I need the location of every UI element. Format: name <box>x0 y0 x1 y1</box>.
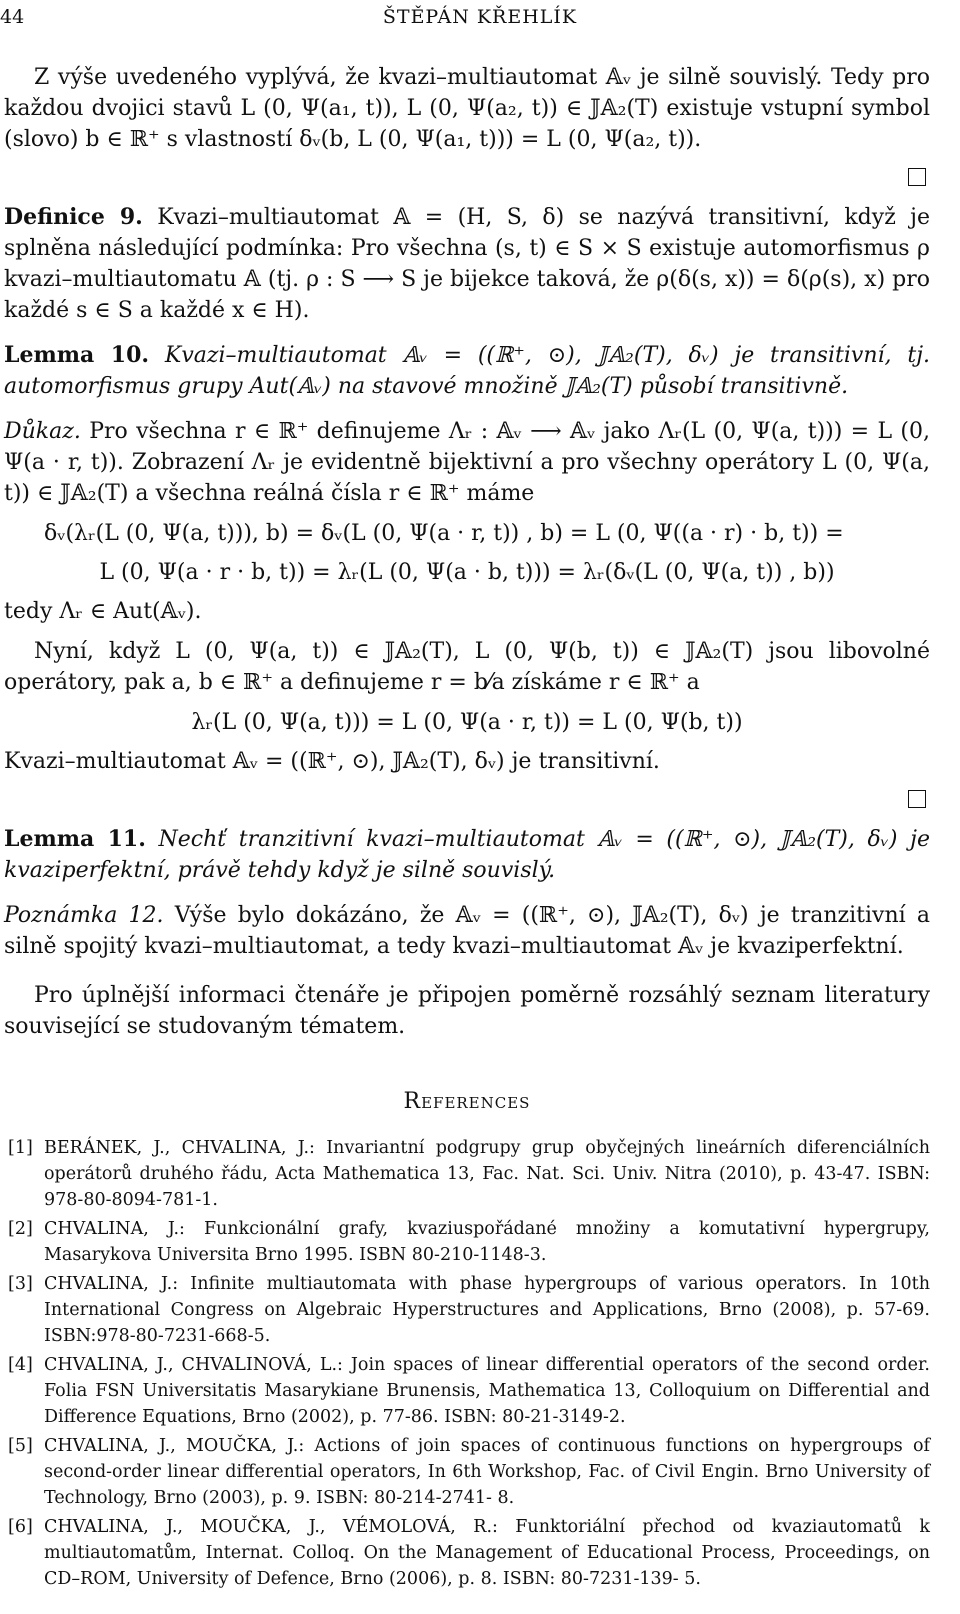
definition-text: Kvazi–multiautomat 𝔸 = (H, S, δ) se nazývá transitivní, když je splněna následující podmínka: Pro všechna (s, t) ∈ S × S existuje automorfismus ρ kvazi–multiautomatu 𝔸 (tj. ρ : S ⟶ S je bijekce taková, že ρ(δ(s, x)) = δ(ρ(s), x) pro každé s ∈ S a každé x ∈ H). <box>4 205 930 323</box>
proof-conclusion: Kvazi–multiautomat 𝔸ᵥ = ((ℝ⁺, ⊙), 𝕁𝔸₂(T), δᵥ) je transitivní. <box>4 749 660 774</box>
proof-text: Pro všechna r ∈ ℝ⁺ definujeme Λᵣ : 𝔸ᵥ ⟶ 𝔸ᵥ jako Λᵣ(L (0, Ψ(a, t))) = L (0, Ψ(a · r, t)). Zobrazení Λᵣ je evidentně bijektivní a pro všechny operátory L (0, Ψ(a, t)) ∈ 𝕁𝔸₂(T) a všechna reálná čísla r ∈ ℝ⁺ máme <box>4 419 930 506</box>
page-number: 44 <box>0 6 25 28</box>
lemma-10-text: Kvazi–multiautomat 𝔸ᵥ = ((ℝ⁺, ⊙), 𝕁𝔸₂(T), δᵥ) je transitivní, tj. automorfismus grupy Aut(𝔸ᵥ) na stavové množině 𝕁𝔸₂(T) působí transitivně. <box>4 343 931 399</box>
proof-paragraph <box>4 416 930 509</box>
reference-text: BERÁNEK, J., CHVALINA, J.: Invariantní podgrupy grup obyčejných lineárních diferenciálních operátorů druhého řádu, Acta Mathematica 13, Fac. Nat. Sci. Univ. Nitra (2010), p. 43-47. ISBN: 978-80-8094-781-1. <box>44 1138 930 1210</box>
lemma-10-label: Lemma 10. <box>4 342 150 368</box>
reference-text: CHVALINA, J., CHVALINOVÁ, L.: Join spaces of linear differential operators of the second order. Folia FSN Universitatis Masarykiane Brunensis, Mathematica 13, Colloquium on Differential and Difference Equations, Brno (2002), p. 77-86. ISBN: 80-21-3149-2. <box>44 1355 930 1427</box>
lemma-10 <box>4 340 930 402</box>
reference-item <box>4 1433 930 1511</box>
lemma-11-text: Nechť tranzitivní kvazi–multiautomat 𝔸ᵥ = ((ℝ⁺, ⊙), 𝕁𝔸₂(T), δᵥ) je kvaziperfektní, právě tehdy když je silně souvislý. <box>4 827 930 883</box>
reference-number: [2] <box>8 1219 33 1239</box>
reference-item <box>4 1271 930 1349</box>
reference-item <box>4 1352 930 1430</box>
reference-item <box>4 1514 930 1592</box>
proof-paragraph-2: Nyní, když L (0, Ψ(a, t)) ∈ 𝕁𝔸₂(T), L (0, Ψ(b, t)) ∈ 𝕁𝔸₂(T) jsou libovolné operátory, pak a, b ∈ ℝ⁺ a definujeme r = b⁄a získáme r ∈ ℝ⁺ a <box>4 639 930 695</box>
reference-text: CHVALINA, J., MOUČKA, J.: Actions of join spaces of continuous functions on hypergroups of second-order linear differential operators, In 6th Workshop, Fac. of Civil Engin. Brno University of Technology, Brno (2003), p. 9. ISBN: 80-214-2741- 8. <box>44 1436 930 1508</box>
references-heading: References <box>403 1089 531 1114</box>
lemma-11 <box>4 824 930 886</box>
reference-text: CHVALINA, J.: Funkcionální grafy, kvaziuspořádané množiny a komutativní hypergrupy, Masarykova Universita Brno 1995. ISBN 80-210-1148-3. <box>44 1219 930 1265</box>
qed-mark <box>4 164 930 188</box>
remark-12 <box>4 900 930 962</box>
reference-text: CHVALINA, J.: Infinite multiautomata with phase hypergroups of various operators. In 10th International Congress on Algebraic Hyperstructures and Applications, Brno (2008), p. 57-69. ISBN:978-80-7231-668-5. <box>44 1274 930 1346</box>
closing-paragraph: Pro úplnější informaci čtenáře je připojen poměrně rozsáhlý seznam literatury související se studovaným tématem. <box>4 983 930 1039</box>
reference-item <box>4 1135 930 1213</box>
reference-number: [3] <box>8 1274 33 1294</box>
qed-square-icon <box>908 168 926 186</box>
remark-12-label: Poznámka 12. <box>4 903 164 928</box>
equation-3: λᵣ(L (0, Ψ(a, t))) = L (0, Ψ(a · r, t)) = L (0, Ψ(b, t)) <box>191 710 743 735</box>
intro-paragraph: Z výše uvedeného vyplývá, že kvazi–multiautomat 𝔸ᵥ je silně souvislý. Tedy pro každou dvojici stavů L (0, Ψ(a₁, t)), L (0, Ψ(a₂, t)) ∈ 𝕁𝔸₂(T) existuje vstupní symbol (slovo) b ∈ ℝ⁺ s vlastností δᵥ(b, L (0, Ψ(a₁, t))) = L (0, Ψ(a₂, t)). <box>4 65 930 152</box>
reference-number: [4] <box>8 1355 33 1375</box>
main-text <box>4 62 930 1595</box>
equation-1: δᵥ(λᵣ(L (0, Ψ(a, t))), b) = δᵥ(L (0, Ψ(a · r, t)) , b) = L (0, Ψ((a · r) · b, t)) = <box>44 521 844 546</box>
remark-12-text: Výše bylo dokázáno, že 𝔸ᵥ = ((ℝ⁺, ⊙), 𝕁𝔸₂(T), δᵥ) je tranzitivní a silně spojitý kvazi–multiautomat, a tedy kvazi–multiautomat 𝔸ᵥ je kvaziperfektní. <box>4 903 930 959</box>
definition-9 <box>4 202 930 326</box>
running-head: ŠTĚPÁN KŘEHLÍK <box>382 6 578 28</box>
proof-after: tedy Λᵣ ∈ Aut(𝔸ᵥ). <box>4 599 202 624</box>
reference-number: [1] <box>8 1138 33 1158</box>
reference-list <box>4 1135 930 1592</box>
reference-number: [6] <box>8 1517 33 1537</box>
qed-mark-2 <box>4 786 930 810</box>
proof-label: Důkaz. <box>4 419 81 444</box>
definition-label: Definice 9. <box>4 204 143 230</box>
equation-2: L (0, Ψ(a · r · b, t)) = λᵣ(L (0, Ψ(a · b, t))) = λᵣ(δᵥ(L (0, Ψ(a, t)) , b)) <box>99 560 835 585</box>
reference-number: [5] <box>8 1436 33 1456</box>
qed-square-icon <box>908 790 926 808</box>
reference-item <box>4 1216 930 1268</box>
lemma-11-label: Lemma 11. <box>4 826 146 852</box>
reference-text: CHVALINA, J., MOUČKA, J., VÉMOLOVÁ, R.: Funktoriální přechod od kvaziautomatů k multiautomatům, Internat. Colloq. On the Management of Educational Process, Proceedings, on CD–ROM, University of Defence, Brno (2006), p. 8. ISBN: 80-7231-139- 5. <box>44 1517 930 1589</box>
